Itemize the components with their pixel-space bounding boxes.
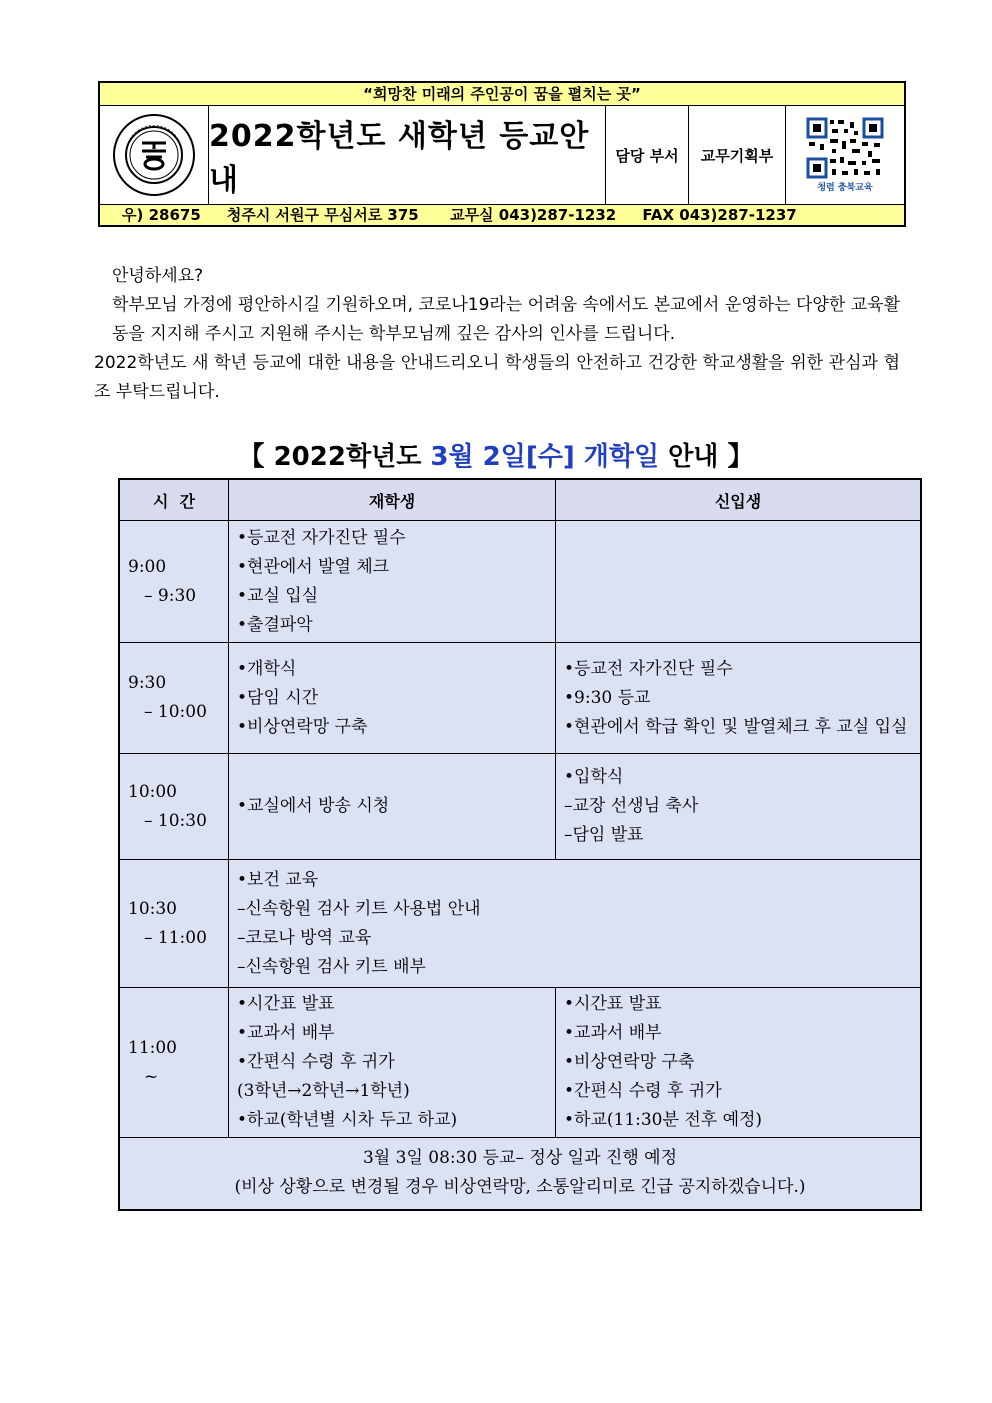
new-cell [556,643,922,754]
time-start: 9:00 [128,556,167,577]
time-start: 10:30 [128,898,177,919]
table-header-row [119,479,921,521]
list-item: •비상연락망 구축 [237,716,368,737]
table-footer-row [119,1138,921,1210]
list-item: •출결파악 [237,614,313,635]
department-label: 담당 부서 [606,106,689,204]
list-item: •하교(11:30분 전후 예정) [564,1110,763,1130]
table-row [119,643,921,754]
returning-cell [229,521,556,643]
list-item: •비상연락망 구축 [564,1052,695,1072]
list-item: –코로나 방역 교육 [237,927,372,948]
footer-note-line-2: (비상 상황으로 변경될 경우 비상연락망, 소통알리미로 긴급 공지하겠습니다.) [234,1177,806,1198]
time-cell [119,860,229,988]
header-returning: 재학생 [229,479,556,521]
header-time: 시 간 [119,479,229,521]
list-item: •간편식 수령 후 귀가 [564,1081,722,1101]
table-row [119,988,921,1138]
title-bracket-close: 】 [727,442,754,472]
new-cell [556,521,922,643]
merged-cell [229,860,922,988]
list-item: •보건 교육 [237,869,319,890]
greeting: 안녕하세요? [112,266,204,286]
time-end: – 10:30 [144,810,207,831]
list-item: •현관에서 발열 체크 [237,556,390,577]
school-address: 우) 28675 청주시 서원구 무심서로 375 교무실 043)287-1232 FAX 043)287-1237 [100,205,904,225]
list-item: •교실 입실 [237,585,319,606]
school-emblem-icon [112,113,196,197]
list-item: •9:30 등교 [564,687,651,708]
letterhead-main [100,106,904,205]
department-name: 교무기획부 [689,106,786,204]
schedule-title [0,436,992,473]
title-bracket-open: 【 [238,442,274,472]
table-row [119,521,921,643]
time-end: ~ [144,1066,159,1087]
list-item: –신속항원 검사 키트 배부 [237,956,426,977]
returning-cell [229,988,556,1138]
school-logo [100,106,209,204]
list-item: •담임 시간 [237,687,319,708]
list-item: •시간표 발표 [564,994,662,1014]
time-cell [119,521,229,643]
schedule-table [118,478,922,1211]
list-item: •시간표 발표 [237,994,335,1014]
header-new: 신입생 [556,479,922,521]
list-item: –담임 발표 [564,825,644,845]
time-start: 9:30 [128,673,167,693]
new-cell [556,754,922,860]
list-item: •현관에서 학급 확인 및 발열체크 후 교실 입실 [564,716,908,737]
list-item: –신속항원 검사 키트 사용법 안내 [237,898,481,919]
returning-cell [229,643,556,754]
list-item: –교장 선생님 축사 [564,796,699,816]
list-item: •하교(학년별 시차 두고 하교) [237,1110,458,1130]
list-item: •교과서 배부 [564,1023,662,1043]
time-start: 10:00 [128,781,177,802]
page-title: 2022학년도 새학년 등교안내 [209,106,606,204]
qr-block [786,106,904,204]
title-part-3: 안내 [659,442,728,472]
time-end: – 11:00 [144,927,207,948]
time-cell [119,643,229,754]
footer-note-line-1: 3월 3일 08:30 등교– 정상 일과 진행 예정 [362,1148,677,1169]
returning-cell [229,754,556,860]
list-item: •간편식 수령 후 귀가 [237,1052,395,1072]
title-part-1: 2022학년도 [273,442,431,472]
title-date: 3월 2일[수] 개학일 [430,442,660,472]
letterhead [98,81,906,227]
intro-paragraph-1: 학부모님 가정에 평안하시길 기원하오며, 코로나19라는 어려움 속에서도 본교에서 운영하는 다양한 교육활동을 지지해 주시고 지원해 주시는 학부모님께 깊은 감사의 인사를 드립니다. [112,295,900,344]
table-row [119,754,921,860]
list-item: •입학식 [564,767,624,787]
intro-paragraph-2: 2022학년도 새 학년 등교에 대한 내용을 안내드리오니 학생들의 안전하고 건강한 학교생활을 위한 관심과 협조 부탁드립니다. [94,353,900,402]
list-item: •교실에서 방송 시청 [237,796,390,816]
time-end: – 9:30 [144,585,197,606]
time-start: 11:00 [128,1037,177,1058]
new-cell [556,988,922,1138]
list-item: (3학년→2학년→1학년) [237,1081,410,1101]
qr-caption: 청렴 충북교육 [817,183,873,193]
intro-text [94,262,900,407]
table-row [119,860,921,988]
time-end: – 10:00 [144,702,207,722]
list-item: •등교전 자가진단 필수 [564,658,733,679]
time-cell [119,754,229,860]
time-cell [119,988,229,1138]
school-slogan: “희망찬 미래의 주인공이 꿈을 펼치는 곳” [100,83,904,106]
footer-note [119,1138,921,1210]
list-item: •교과서 배부 [237,1023,335,1043]
list-item: •개학식 [237,658,297,679]
list-item: •등교전 자가진단 필수 [237,527,406,548]
qr-code-icon[interactable] [806,117,884,179]
